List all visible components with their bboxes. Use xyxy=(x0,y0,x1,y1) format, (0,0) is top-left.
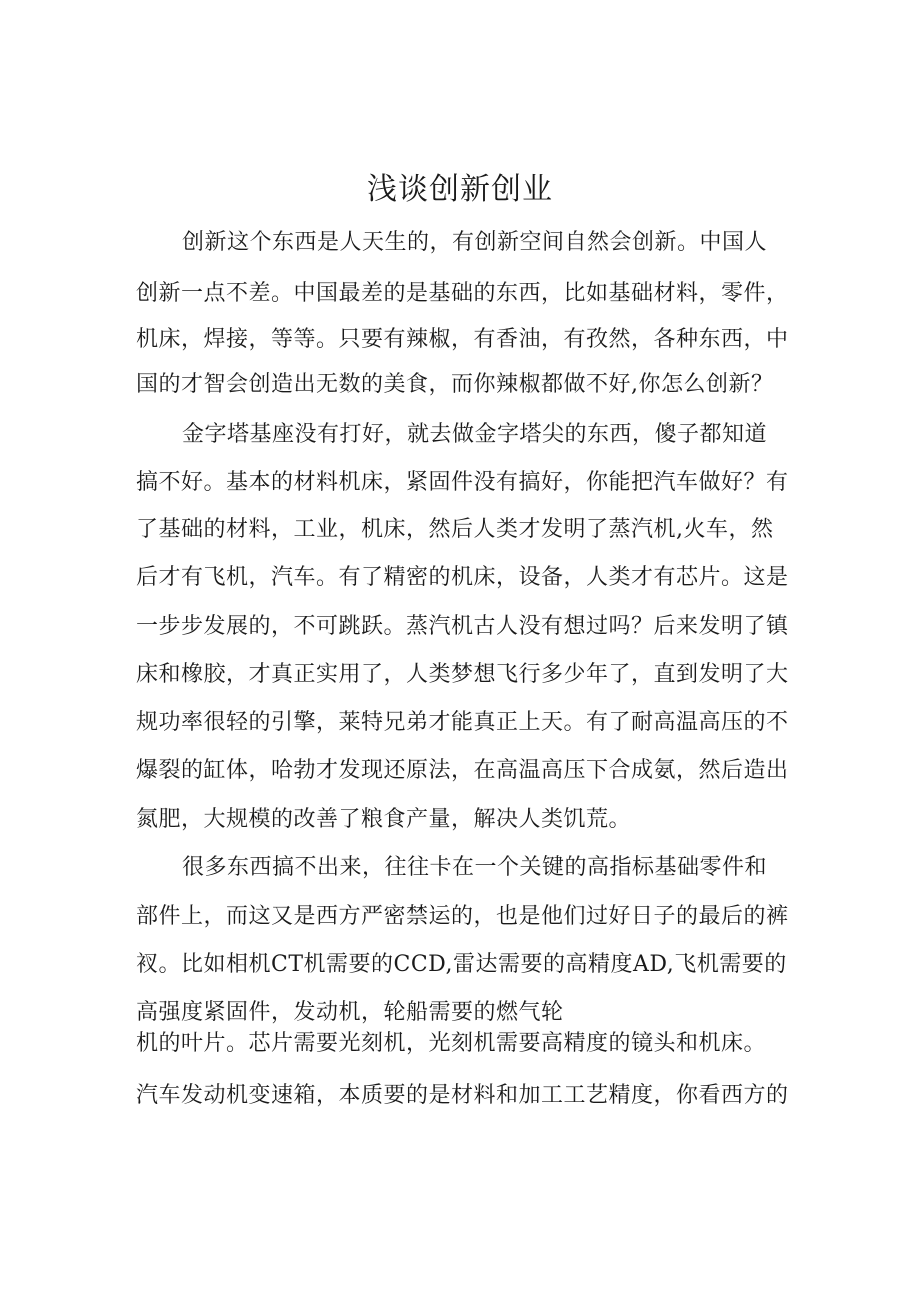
paragraph-line: 爆裂的缸体，哈勃才发现还原法，在高温高压下合成氨，然后造出 xyxy=(136,758,789,783)
paragraph-line: 金字塔基座没有打好，就去做金字塔尖的东西，傻子都知道 xyxy=(182,422,768,447)
paragraph-line: 汽车发动机变速箱，本质要的是材料和加工工艺精度，你看西方的 xyxy=(136,1083,789,1108)
paragraph-line: 创新一点不差。中国最差的是基础的东西，比如基础材料，零件， xyxy=(136,281,789,306)
paragraph-line: 创新这个东西是人天生的，有创新空间自然会创新。中国人 xyxy=(182,230,768,255)
paragraph-line: 搞不好。基本的材料机床，紧固件没有搞好，你能把汽车做好？有 xyxy=(136,470,789,495)
paragraph-line: 了基础的材料，工业，机床，然后人类才发明了蒸汽机,火车，然 xyxy=(136,517,774,542)
paragraph-line: 一步步发展的，不可跳跃。蒸汽机古人没有想过吗？后来发明了镇 xyxy=(136,614,789,639)
paragraph-line: 衩。比如相机CT机需要的CCD,雷达需要的高精度AD,飞机需要的 xyxy=(136,952,787,977)
paragraph-line: 很多东西搞不出来，往往卡在一个关键的高指标基础零件和 xyxy=(182,855,768,880)
paragraph-line: 国的才智会创造出无数的美食，而你辣椒都做不好,你怎么创新？ xyxy=(136,372,774,397)
paragraph-line: 机的叶片。芯片需要光刻机，光刻机需要高精度的镜头和机床。 xyxy=(136,1031,767,1056)
paragraph-line: 高强度紧固件，发动机，轮船需要的燃气轮 xyxy=(136,1000,564,1025)
paragraph-line: 床和橡胶，才真正实用了，人类梦想飞行多少年了，直到发明了大 xyxy=(136,662,789,687)
paragraph-line: 规功率很轻的引擎，莱特兄弟才能真正上天。有了耐高温高压的不 xyxy=(136,710,789,735)
paragraph-line: 后才有飞机，汽车。有了精密的机床，设备，人类才有芯片。这是 xyxy=(136,565,789,590)
paragraph-line: 氮肥，大规模的改善了粮食产量，解决人类饥荒。 xyxy=(136,807,632,832)
paragraph-line: 机床，焊接，等等。只要有辣椒，有香油，有孜然，各种东西，中 xyxy=(136,327,789,352)
paragraph-line: 部件上，而这又是西方严密禁运的，也是他们过好日子的最后的裤 xyxy=(136,904,789,929)
document-title: 浅谈创新创业 xyxy=(367,172,553,207)
